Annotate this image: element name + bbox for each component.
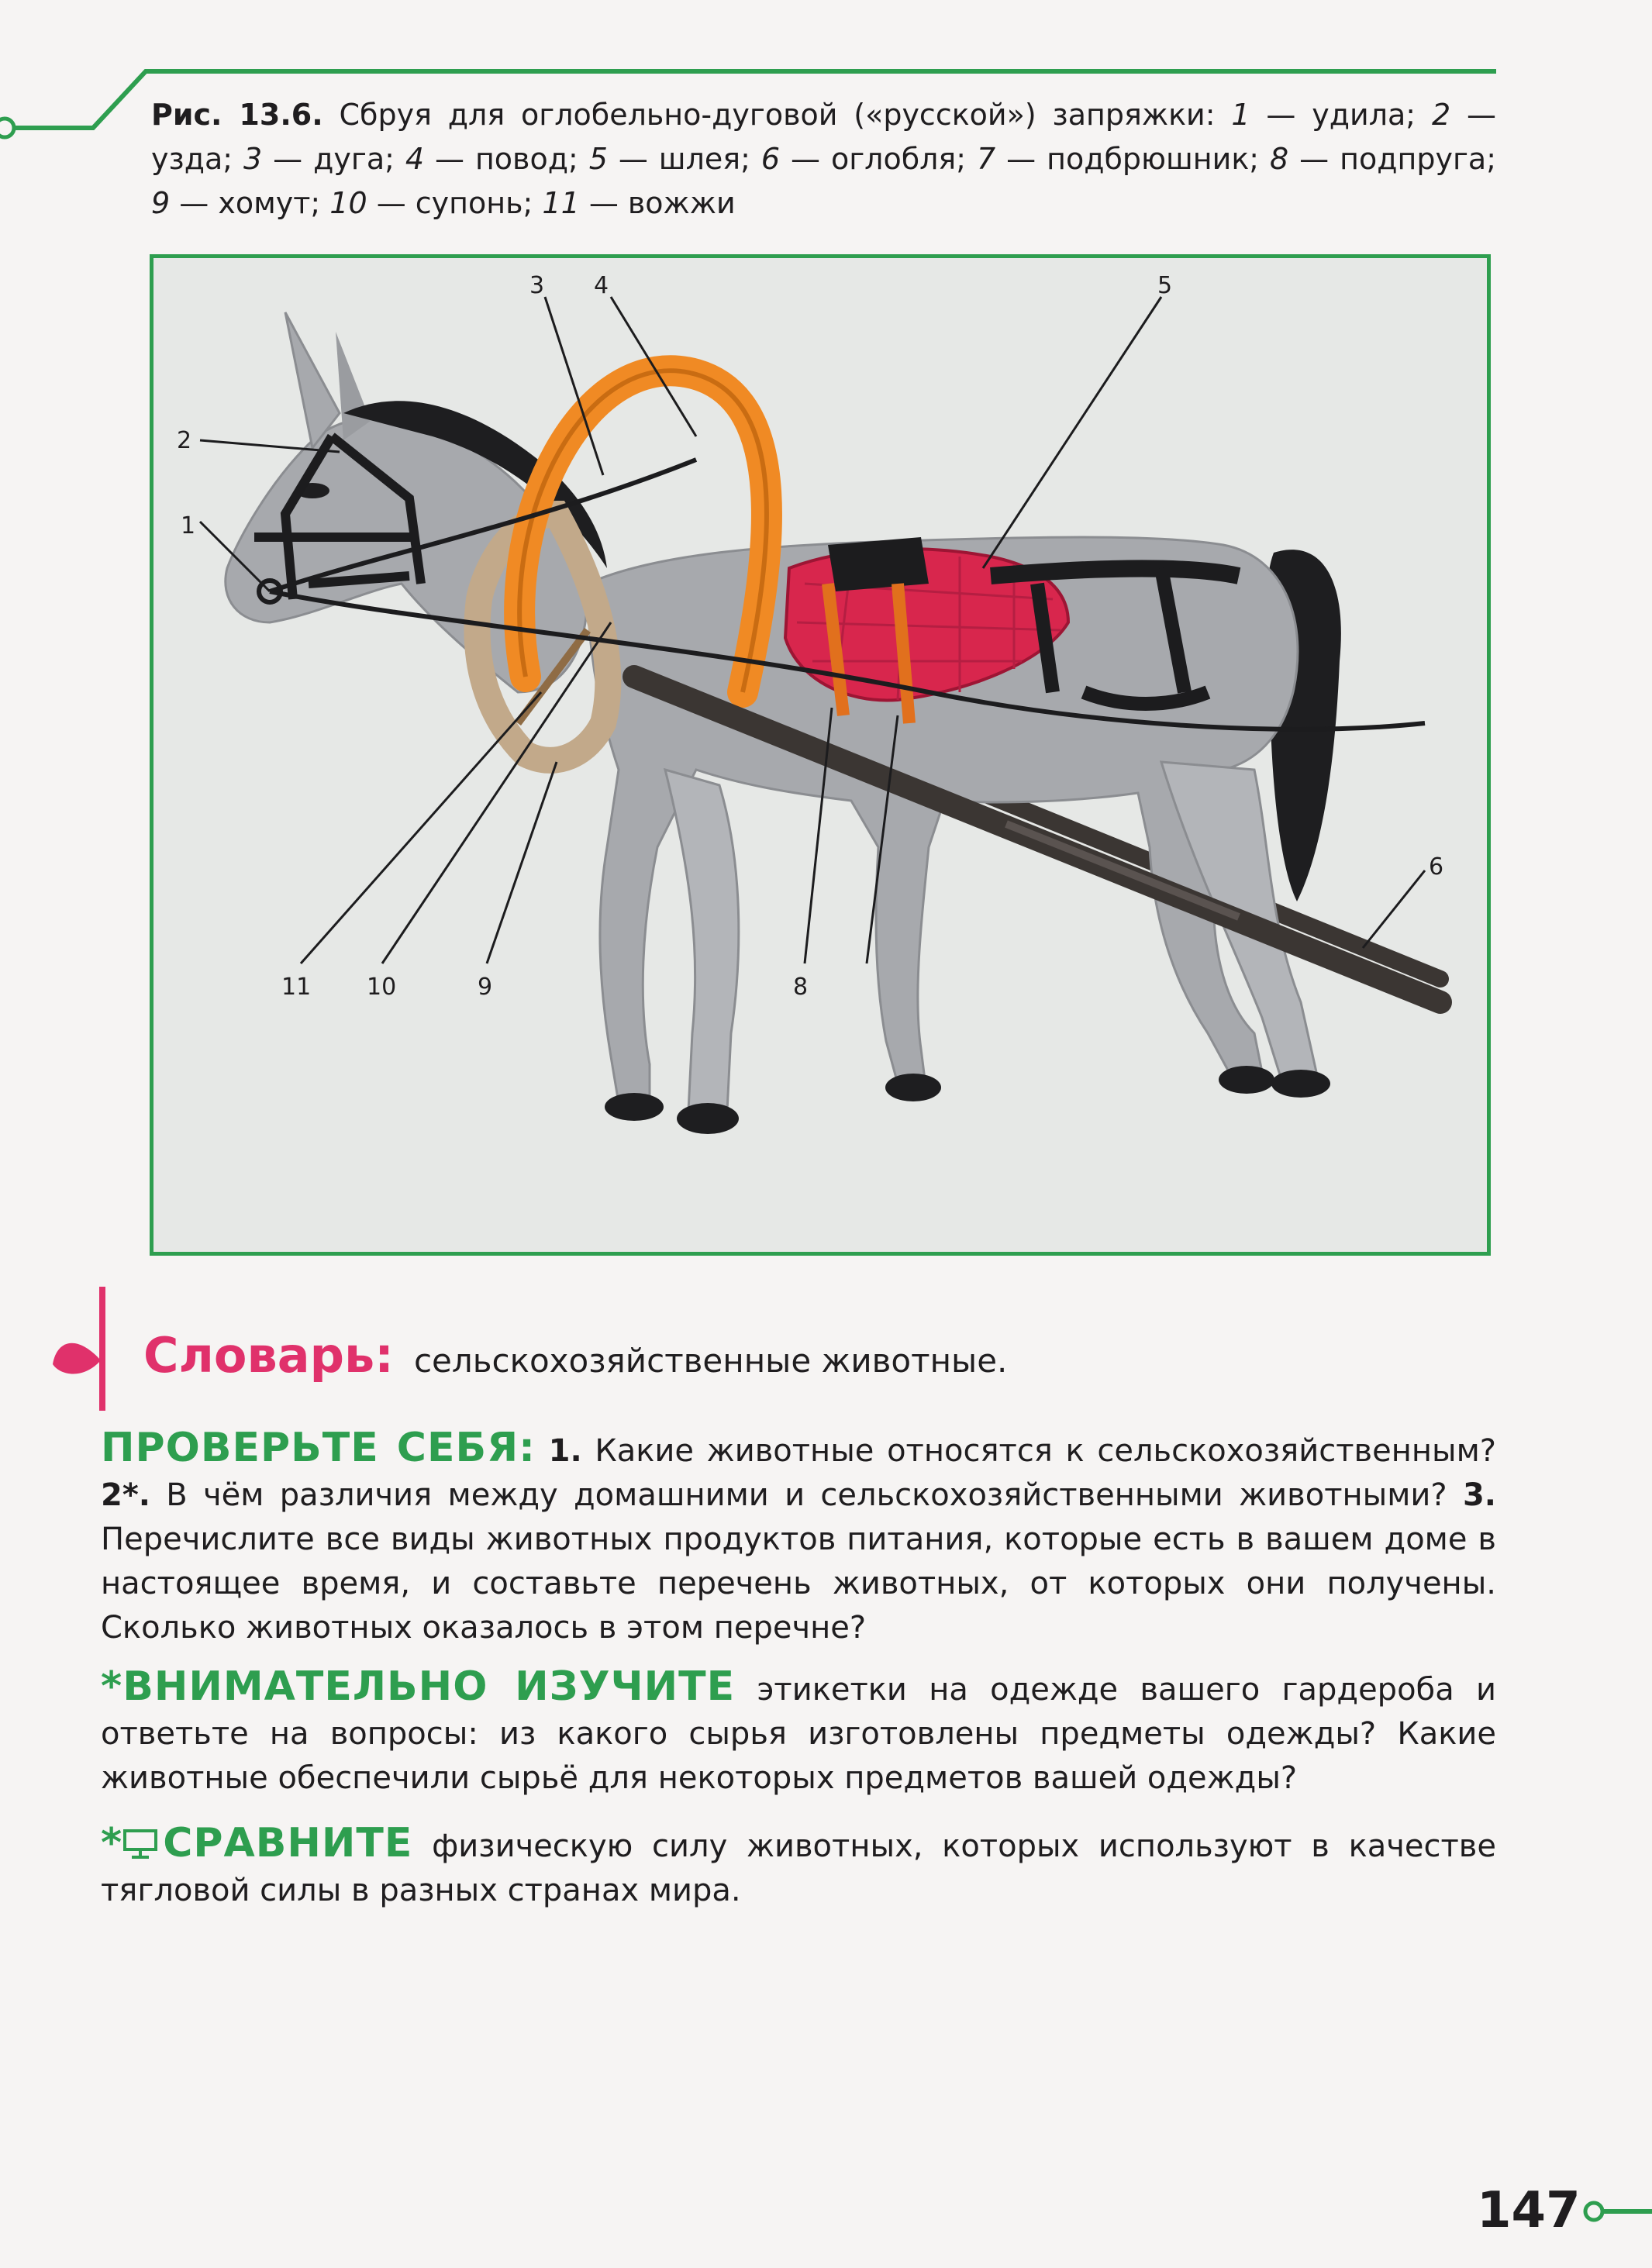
- caption-item-name: — шлея;: [607, 142, 761, 176]
- callout-line-6: [1363, 870, 1425, 948]
- figure-caption-text: Сбруя для оглобельно-дуговой («русской») запряжки:: [322, 98, 1232, 132]
- callout-number-6: 6: [1429, 853, 1444, 881]
- caption-item-number: 4: [405, 142, 425, 176]
- caption-item-number: 6: [760, 142, 781, 176]
- question-1-number: 1.: [548, 1433, 582, 1469]
- caption-item-name: — оглобля;: [780, 142, 978, 176]
- caption-item-number: 2: [1431, 98, 1451, 132]
- caption-item-number: 8: [1270, 142, 1289, 176]
- horse-front-leg: [665, 770, 739, 1111]
- callout-number-5: 5: [1157, 272, 1173, 299]
- dictionary-marker-icon: [53, 1287, 115, 1411]
- callout-number-9: 9: [478, 974, 493, 1001]
- page-number: 147: [1477, 2182, 1581, 2239]
- callout-number-1: 1: [181, 512, 196, 539]
- monitor-icon: [122, 1829, 158, 1860]
- callout-number-10: 10: [367, 974, 397, 1001]
- caption-item-name: — хомут;: [170, 186, 330, 220]
- figure-label: Рис. 13.6.: [151, 98, 323, 132]
- callout-line-11: [301, 692, 541, 963]
- callout-line-5: [983, 297, 1161, 568]
- callout-number-2: 2: [177, 427, 192, 454]
- question-3-number: 3.: [1462, 1477, 1496, 1513]
- callout-number-8: 8: [793, 974, 809, 1001]
- study-section: [101, 1665, 1496, 1801]
- caption-item-name: — подпруга;: [1288, 142, 1497, 176]
- caption-item-number: 5: [588, 142, 608, 176]
- caption-item-name: — повод;: [424, 142, 589, 176]
- callout-number-4: 4: [594, 272, 609, 299]
- caption-item-name: — узда;: [151, 98, 1496, 176]
- breeching-strap: [991, 569, 1239, 576]
- study-text: этикетки на одежде вашего гардероба и ответьте на вопросы: из какого сырья изготовлены предметы одежды? Какие животные обеспечили сырьё для некоторых предметов вашей одежды?: [101, 1672, 1496, 1796]
- dictionary-label: Словарь:: [143, 1327, 394, 1384]
- hoof: [885, 1074, 941, 1101]
- hoof: [1219, 1066, 1274, 1094]
- dictionary-section: [143, 1327, 1007, 1384]
- caption-item-number: 10: [329, 186, 367, 220]
- hoof: [1271, 1070, 1330, 1098]
- study-star: *: [101, 1663, 123, 1710]
- compare-text: физическую силу животных, которых используют в качестве тягловой силы в разных странах мира.: [101, 1829, 1496, 1908]
- horse-illustration: [153, 258, 1487, 1252]
- question-1: Какие животные относятся к сельскохозяйственным?: [581, 1433, 1496, 1469]
- saddle-top: [828, 537, 929, 591]
- compare-label: СРАВНИТЕ: [163, 1820, 413, 1866]
- question-2-number: 2*.: [101, 1477, 150, 1513]
- study-label: ВНИМАТЕЛЬНО ИЗУЧИТЕ: [122, 1663, 736, 1710]
- caption-item-name: — дуга;: [262, 142, 405, 176]
- hoof: [677, 1103, 739, 1134]
- question-2: В чём различия между домашними и сельскохозяйственными животными?: [150, 1477, 1447, 1513]
- page-number-rule: [1581, 2200, 1652, 2223]
- harness-figure: [150, 254, 1491, 1256]
- hoof: [605, 1093, 664, 1121]
- compare-section: [101, 1822, 1496, 1913]
- caption-item-name: — подбрюшник;: [995, 142, 1271, 176]
- callout-number-3: 3: [529, 272, 545, 299]
- dictionary-text: сельскохозяйственные животные.: [413, 1342, 1008, 1380]
- caption-item-name: — удила;: [1250, 98, 1432, 132]
- caption-item-number: 3: [243, 142, 263, 176]
- caption-item-number: 7: [977, 142, 996, 176]
- check-yourself-label: ПРОВЕРЬТЕ СЕБЯ:: [101, 1425, 536, 1471]
- caption-item-number: 1: [1231, 98, 1250, 132]
- caption-item-name: — вожжи: [579, 186, 736, 220]
- caption-item-number: 11: [542, 186, 580, 220]
- compare-star: *: [101, 1820, 123, 1866]
- question-3: Перечислите все виды животных продуктов питания, которые есть в вашем доме в настоящее время, и составьте перечень животных, от которых они получены. Сколько животных оказалось в этом перечне?: [101, 1522, 1496, 1646]
- caption-item-name: — супонь;: [367, 186, 543, 220]
- callout-number-11: 11: [281, 974, 312, 1001]
- caption-item-number: 9: [151, 186, 171, 220]
- figure-caption: [151, 93, 1496, 226]
- check-yourself-section: [101, 1426, 1496, 1650]
